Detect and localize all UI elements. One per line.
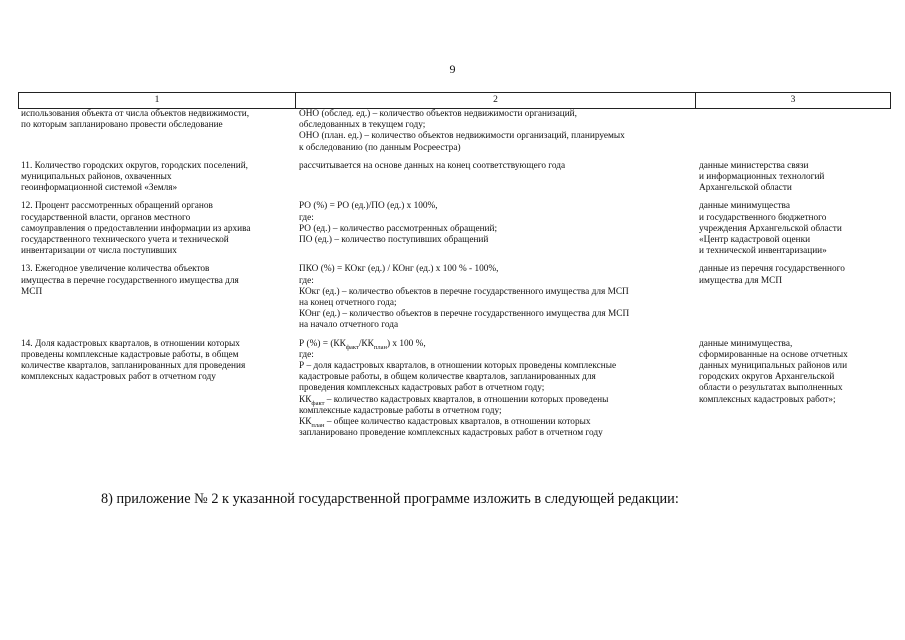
cell-text-line: $КК_{план}$ – общее количество кадастровых кварталов, в отношении которых [299, 417, 591, 429]
footer-instruction: 8) приложение № 2 к указанной государственной программе изложить в следующей редакции: [101, 491, 679, 507]
indicators-table [18, 92, 891, 446]
cell-text-line: 11. Количество городских округов, городских поселений, [21, 160, 249, 171]
header-col-1: 1 [19, 93, 296, 109]
cell-text-line: где: [299, 349, 314, 360]
cell-text-line: 13. Ежегодное увеличение количества объектов [21, 264, 210, 275]
cell-text-line: комплексные кадастровые работы в отчетном году; [299, 405, 502, 416]
cell-text-line: учреждения Архангельской области [699, 223, 842, 234]
cell-text-line: и технической инвентаризации» [699, 246, 827, 257]
cell-text-line: имущества для МСП [699, 275, 783, 286]
cell-text-line: геоинформационной системой «Земля» [21, 183, 178, 194]
cell-text-line: самоуправления о предоставлении информации из архива [21, 223, 251, 234]
table-row [19, 339, 891, 447]
cell-text-line: количестве кварталов, запланированных для проведения [21, 361, 246, 372]
cell-text-line: комплексных кадастровых работ в отчетном году [21, 372, 216, 383]
table-cell-col-3 [696, 161, 891, 202]
cell-text-line: комплексных кадастровых работ»; [699, 394, 836, 405]
table-header-row [19, 93, 891, 109]
cell-text-line: ОНО (план. ед.) – количество объектов недвижимости организаций, планируемых [299, 131, 625, 142]
cell-text-line: проведены комплексные кадастровые работы, в общем [21, 349, 239, 360]
cell-text-line: имущества в перечне государственного имущества для [21, 275, 239, 286]
cell-text-line: кадастровые работы, в общем количестве кварталов, запланированных для [299, 372, 596, 383]
cell-text-line: ПКО (%) = КОкг (ед.) / КОнг (ед.) х 100 % - 100%, [299, 264, 499, 275]
cell-text-line: РО (%) = РО (ед.)/ПО (ед.) х 100%, [299, 201, 438, 212]
cell-text-line: 12. Процент рассмотренных обращений органов [21, 201, 213, 212]
cell-text-line: инвентаризации от числа поступивших [21, 246, 177, 257]
cell-text-line: и информационных технологий [699, 172, 825, 183]
cell-text-line: КОнг (ед.) – количество объектов в перечне государственного имущества для МСП [299, 309, 630, 320]
cell-text-line: данные минимущества, [699, 338, 793, 349]
table-cell-col-3 [696, 264, 891, 338]
cell-text-line: Архангельской области [699, 183, 792, 194]
table-row [19, 201, 891, 264]
table-cell-col-1 [19, 161, 296, 202]
cell-text-line: Р – доля кадастровых кварталов, в отношении которых проведены комплексные [299, 361, 617, 372]
cell-text-line: сформированные на основе отчетных [699, 349, 848, 360]
cell-text-line: области о результатах выполненных [699, 383, 843, 394]
cell-text-line: Р (%) = $(КК_{факт}/КК_{план})$ х 100 %, [299, 338, 426, 351]
cell-text-line: данные министерства связи [699, 160, 809, 171]
table-cell-col-3 [696, 339, 891, 447]
table-cell-col-2 [296, 201, 696, 264]
cell-text-line: и государственного бюджетного [699, 212, 827, 223]
cell-text-line: государственной власти, органов местного [21, 212, 191, 223]
cell-text-line: данных муниципальных районов или [699, 361, 848, 372]
table-cell-col-2 [296, 109, 696, 161]
cell-text-line: РО (ед.) – количество рассмотренных обращений; [299, 223, 498, 234]
cell-text-line: «Центр кадастровой оценки [699, 235, 811, 246]
cell-text-line: по которым запланировано провести обследование [21, 120, 223, 131]
table-cell-col-1 [19, 339, 296, 447]
header-col-3: 3 [696, 93, 891, 109]
cell-text-line: государственного технического учета и технической [21, 235, 229, 246]
cell-text-line: использования объекта от числа объектов недвижимости, [21, 109, 250, 119]
table-cell-col-1 [19, 109, 296, 161]
cell-text-line: запланировано проведение комплексных кадастровых работ в отчетном году [299, 428, 603, 439]
cell-text-line: рассчитывается на основе данных на конец соответствующего года [299, 160, 566, 171]
cell-text-line: где: [299, 275, 314, 286]
cell-text-line: $КК_{факт}$ – количество кадастровых кварталов, в отношении которых проведены [299, 394, 609, 407]
cell-text-line: муниципальных районов, охваченных [21, 172, 172, 183]
table-row [19, 109, 891, 161]
header-col-2: 2 [296, 93, 696, 109]
table-cell-col-2 [296, 339, 696, 447]
table-cell-col-3 [696, 109, 891, 161]
table-cell-col-3 [696, 201, 891, 264]
cell-text-line: городских округов Архангельской [699, 372, 835, 383]
cell-text-line: ОНО (обслед. ед.) – количество объектов недвижимости организаций, [299, 109, 577, 119]
cell-text-line: данные из перечня государственного [699, 264, 845, 275]
table-cell-col-1 [19, 201, 296, 264]
cell-text-line: данные минимущества [699, 201, 790, 212]
page-number: 9 [449, 62, 456, 76]
cell-text-line: 14. Доля кадастровых кварталов, в отношении которых [21, 338, 240, 349]
cell-text-line: ПО (ед.) – количество поступивших обращений [299, 235, 489, 246]
cell-text-line: на конец отчетного года; [299, 298, 397, 309]
cell-text-line: на начало отчетного года [299, 320, 399, 331]
cell-text-line: к обследованию (по данным Росреестра) [299, 142, 461, 153]
table-row [19, 161, 891, 202]
cell-text-line: КОкг (ед.) – количество объектов в перечне государственного имущества для МСП [299, 286, 629, 297]
cell-text-line: обследованных в текущем году; [299, 120, 426, 131]
table-cell-col-2 [296, 161, 696, 202]
cell-text-line: где: [299, 212, 314, 223]
table-cell-col-2 [296, 264, 696, 338]
cell-text-line: МСП [21, 286, 43, 297]
cell-text-line: проведения комплексных кадастровых работ в отчетном году; [299, 383, 545, 394]
table-row [19, 264, 891, 338]
table-cell-col-1 [19, 264, 296, 338]
